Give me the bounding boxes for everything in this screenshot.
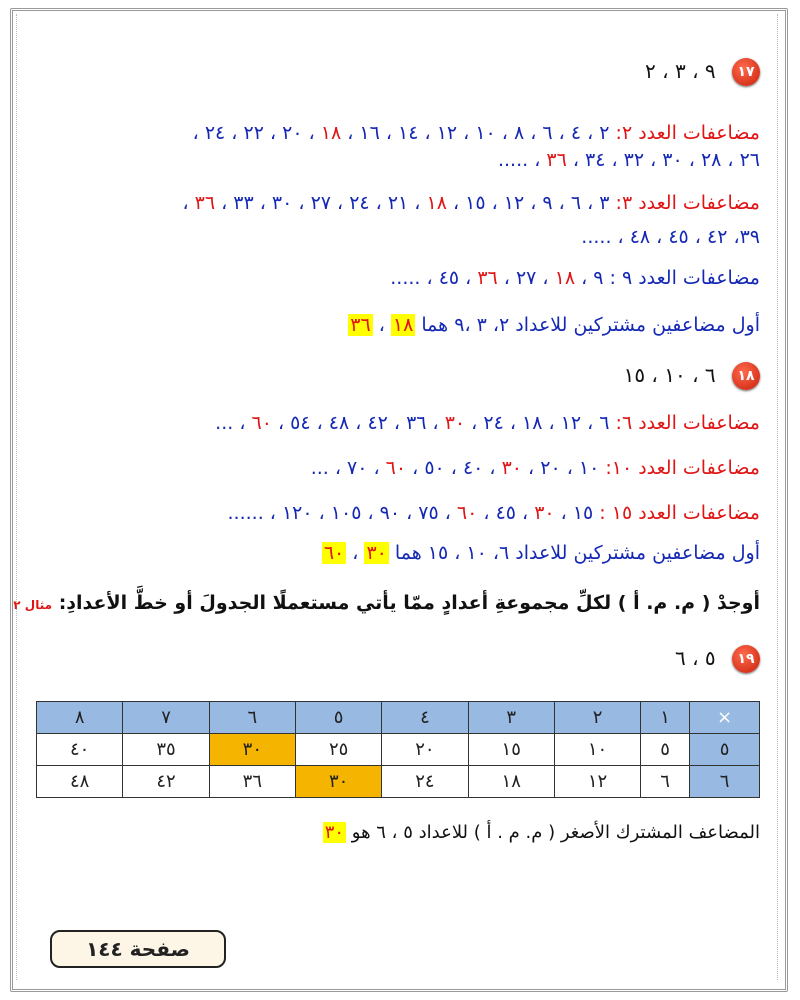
answer-text: أول مضاعفين مشتركين للاعداد ٢، ٣ ،٩ هما — [415, 314, 760, 336]
q17-multiples-3-line2: ٣٩، ٤٢ ، ٤٥ ، ٤٨ ، ..... — [581, 226, 760, 248]
instruction-text: أوجدْ ( م. م. أ ) لكلِّ مجموعةِ أعدادٍ ممّا يأتي مستعملًا الجدولَ أو خطَّ الأعدادِ: — [58, 592, 760, 614]
table-cell: ٢٥ — [295, 734, 381, 766]
q17-badge: ١٧ — [732, 58, 760, 86]
table-cell: ٦ — [209, 702, 295, 734]
common-value: ٣٠ — [444, 412, 466, 434]
table-cell: ٦ — [690, 766, 760, 798]
values: ، ٤٥ ، ..... — [390, 267, 478, 289]
q17-multiples-2 — [193, 120, 760, 146]
values: ، ٣٦ ، ٤٢ ، ٤٨ ، ٥٤ ، — [271, 412, 445, 434]
values: ، ٤٠ ، ٥٠ ، — [406, 457, 502, 479]
q19-result — [323, 822, 760, 843]
common-value: ١٨ — [554, 267, 576, 289]
values: ٦ ، ١٢ ، ١٨ ، ٢٤ ، — [465, 412, 610, 434]
q18-numbers: ٦ ، ١٠ ، ١٥ — [623, 362, 716, 387]
q17-multiples-9 — [390, 265, 760, 291]
table-cell-highlighted: ٣٠ — [209, 734, 295, 766]
q19-badge: ١٩ — [732, 645, 760, 673]
label: مضاعفات العدد ٢: — [609, 122, 760, 144]
table-cell: ٢٠ — [382, 734, 468, 766]
q19-numbers: ٥ ، ٦ — [674, 645, 716, 670]
common-value: ٦٠ — [251, 412, 272, 434]
table-cell: ٢٤ — [382, 766, 468, 798]
common-value: ٣٦ — [477, 267, 498, 289]
answer-value: ١٨ — [392, 314, 414, 336]
table-cell: ٥ — [295, 702, 381, 734]
table-header-row — [37, 702, 760, 734]
table-cell: ٧ — [123, 702, 209, 734]
q17-numbers: ٩ ، ٣ ، ٢ — [645, 58, 716, 83]
values: ، ٧٥ ، ٩٠ ، ١٠٥ ، ١٢٠ ، ...... — [227, 502, 457, 524]
separator: ، — [346, 542, 365, 564]
q17-multiples-2-line2 — [498, 147, 760, 173]
answer-text: أول مضاعفين مشتركين للاعداد ٦، ١٠ ، ١٥ هما — [388, 542, 760, 564]
table-cell: ٥ — [641, 734, 690, 766]
separator: ، — [372, 314, 391, 336]
values: ، ٢٠ ، ٢٢ ، ٢٤ ، — [192, 122, 321, 144]
table-cell: ١٢ — [554, 766, 640, 798]
multiplication-table — [36, 701, 760, 798]
q17-multiples-3 — [182, 190, 760, 216]
label: مضاعفات العدد ١٠: — [599, 457, 760, 479]
result-text: المضاعف المشترك الأصغر ( م. م . أ ) للاعداد ٥ ، ٦ هو — [346, 822, 760, 843]
values: ٣ ، ٦ ، ٩ ، ١٢ ، ١٥ ، — [446, 192, 610, 214]
table-cell: ٢ — [554, 702, 640, 734]
q17-answer — [348, 312, 760, 338]
table-cell: ٤٠ — [37, 734, 123, 766]
q18-multiples-15 — [228, 500, 761, 526]
q18-badge: ١٨ — [732, 362, 760, 390]
q18-header — [624, 362, 760, 390]
instruction — [9, 592, 760, 614]
table-cell: ٣ — [468, 702, 554, 734]
answer-value: ٦٠ — [323, 542, 345, 564]
table-row — [37, 734, 760, 766]
common-value: ١٨ — [426, 192, 447, 214]
values: ، ٢٧ ، — [497, 267, 555, 289]
common-value: ١٨ — [320, 122, 342, 144]
values: ، ٢١ ، ٢٤ ، ٢٧ ، ٣٠ ، ٣٣ ، — [215, 192, 427, 214]
table-cell: ١ — [641, 702, 690, 734]
answer-value: ٣٠ — [366, 542, 387, 564]
table-cell: ١٠ — [554, 734, 640, 766]
common-value: ٣٠ — [501, 457, 523, 479]
common-value: ٦٠ — [385, 457, 407, 479]
table-cell: ٤٢ — [123, 766, 209, 798]
q18-answer — [322, 540, 760, 566]
common-value: ٣٦ — [194, 192, 216, 214]
values: ١٠ ، ٢٠ ، — [522, 457, 600, 479]
common-value: ٣٦ — [546, 149, 567, 171]
example-ref: مثال ٢ — [13, 598, 53, 612]
answer-value: ٣٦ — [350, 314, 371, 336]
q19-header — [675, 645, 760, 673]
table-cell-highlighted: ٣٠ — [295, 766, 381, 798]
values: ، ٤٥ ، — [477, 502, 535, 524]
table-cell: ٥ — [690, 734, 760, 766]
q17-header — [645, 58, 760, 86]
label: مضاعفات العدد ١٥ : — [593, 502, 760, 524]
table-cell: ٣٦ — [209, 766, 295, 798]
common-value: ٣٠ — [534, 502, 555, 524]
label: مضاعفات العدد ٩ : — [603, 267, 760, 289]
table-row — [37, 766, 760, 798]
values: ، ٧٠ ، ... — [310, 457, 386, 479]
q18-multiples-6 — [215, 410, 760, 436]
values: ، — [182, 192, 195, 214]
values: ٢٦ ، ٢٨ ، ٣٠ ، ٣٢ ، ٣٤ ، — [566, 149, 760, 171]
table-cell: ١٨ — [468, 766, 554, 798]
label: مضاعفات العدد ٦: — [609, 412, 760, 434]
q18-multiples-10 — [311, 455, 760, 481]
table-cell: ٦ — [641, 766, 690, 798]
result-value: ٣٠ — [324, 822, 345, 843]
common-value: ٦٠ — [456, 502, 478, 524]
table-cell: × — [690, 702, 760, 734]
table-cell: ٤ — [382, 702, 468, 734]
values: ، ... — [215, 412, 252, 434]
values: ٢ ، ٤ ، ٦ ، ٨ ، ١٠ ، ١٢ ، ١٤ ، ١٦ ، — [341, 122, 610, 144]
values: ١٥ ، — [554, 502, 594, 524]
table-cell: ٣٥ — [123, 734, 209, 766]
table-cell: ١٥ — [468, 734, 554, 766]
page-number-box: صفحة ١٤٤ — [50, 930, 226, 968]
values: ، ..... — [497, 149, 547, 171]
table-cell: ٤٨ — [37, 766, 123, 798]
table-cell: ٨ — [37, 702, 123, 734]
label: مضاعفات العدد ٣: — [609, 192, 760, 214]
values: ٩ ، — [575, 267, 604, 289]
